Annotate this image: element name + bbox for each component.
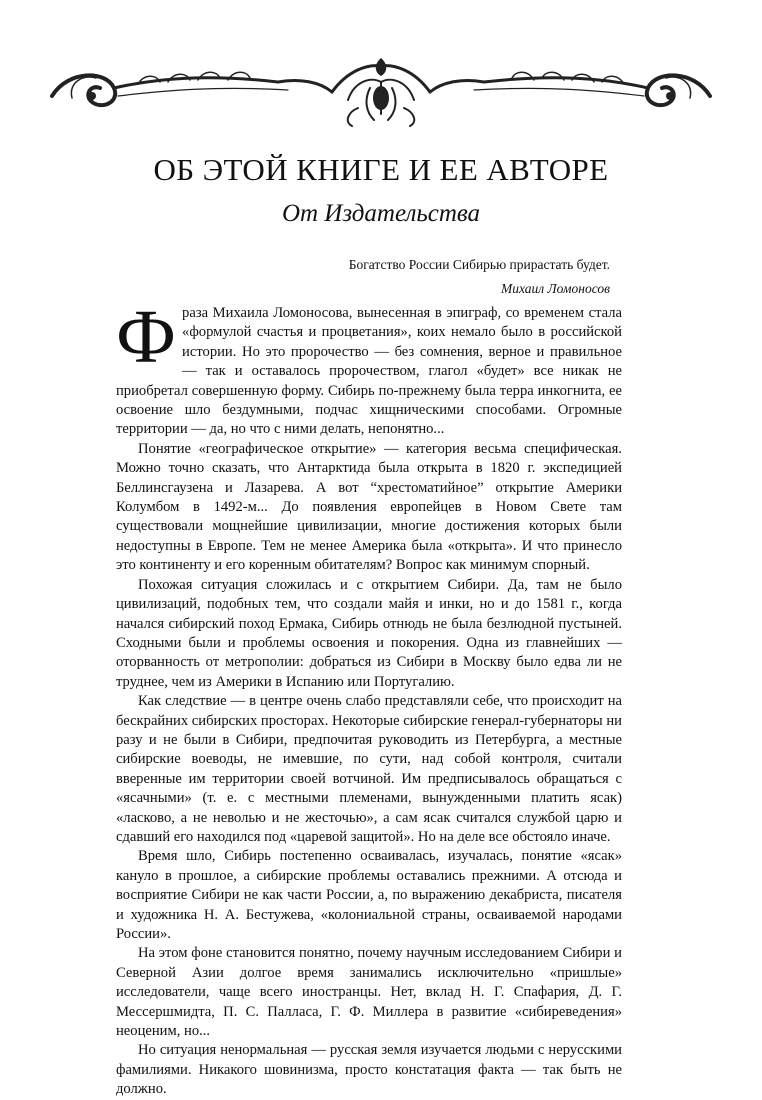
paragraph: На этом фоне становится понятно, почему научным исследованием Сибири и Северной Азии долгое время занимались исключительно «пришлые» исследователи, чаще всего иностранцы. Нет, вклад Н. Г. Спафария, Д. Г. Мессершмидта, П. С. Палласа, Г. Ф. Миллера в развитие «сибиреведения» неоценим, но... [116,945,622,1040]
paragraph-text: раза Михаила Ломоносова, вынесенная в эпиграф, со временем стала «формулой счастья и процветания», коих немало было в российской истории. Но это пророчество — без сомнения, верное и правильное — так и оставалось пророчеством, глагол «будет» все никак не приобретал совершенную форму. Сибирь по-прежнему была терра инкогнита, ее освоение шло бездумными, подчас хищническими способами. Огромные территории — да, но что с ними делать, непонятно... [116,305,622,438]
paragraph: Как следствие — в центре очень слабо представляли себе, что происходит на бескрайних сибирских просторах. Некоторые сибирские генерал-губернаторы ни разу и не были в Сибири, предпочитая руководить из Петербурга, а местные сибирские воеводы, не имевшие, по сути, над собой контроля, считали вверенные им территории своей вотчиной. Им предписывалось обращаться с «ясачными» (т. е. с местными племенами, вынужденными платить ясак) «ласково, а не неволью и не жесточью», а сам ясак считался службой царю и сдавший его находился под «царевой защитой». Но на деле все обстояло иначе. [116,693,622,845]
epigraph-quote: Богатство России Сибирью прирастать будет. [348,257,610,272]
paragraph: Время шло, Сибирь постепенно осваивалась, изучалась, понятие «ясак» кануло в прошлое, а сибирские проблемы оставались прежними. А отсюда и восприятие Сибири не как части России, а, по выражению декабриста, писателя и художника Н. А. Бестужева, «колониальной страны, осваиваемой народами России». [116,848,622,942]
baroque-scroll-ornament-icon [48,52,714,132]
paragraph [116,295,622,440]
page-subtitle: От Издательства [281,200,481,227]
paragraph: Понятие «географическое открытие» — категория весьма специфическая. Можно точно сказать, что Антарктида была открыта в 1820 г. экспедицией Беллинсгаузена и Лазарева. А вот “хрестоматийное” открытие Америки Колумбом в 1492-м... До появления европейцев в Новом Свете там существовали мощнейшие цивилизации, многие достижения которых были недоступны в Европе. Тем не менее Америка была «открыта». И что принесло это континенту и его коренным обитателям? Вопрос как минимум спорный. [116,440,622,574]
paragraph: Но ситуация ненормальная — русская земля изучается людьми с нерусскими фамилиями. Никакого шовинизма, просто констатация факта — так быть не должно. [116,1042,622,1098]
drop-cap: Ф [116,295,177,379]
page-title: ОБ ЭТОЙ КНИГЕ И ЕЕ АВТОРЕ [153,152,609,187]
epigraph-author: Михаил Ломоносов [500,281,610,296]
paragraph: Похожая ситуация сложилась и с открытием Сибири. Да, там не было цивилизаций, подобных тем, что создали майя и инки, но и до 1581 г., когда начался сибирский поход Ермака, Сибирь отнюдь не была безлюдной пустыней. Сходными были и проблемы освоения и покорения. Одна из главнейших — оторванность от метрополии: добраться из Сибири в Москву было едва ли не труднее, чем из Америки в Испанию или Португалию. [116,576,622,690]
body-text [116,295,622,1100]
epigraph [349,255,610,299]
